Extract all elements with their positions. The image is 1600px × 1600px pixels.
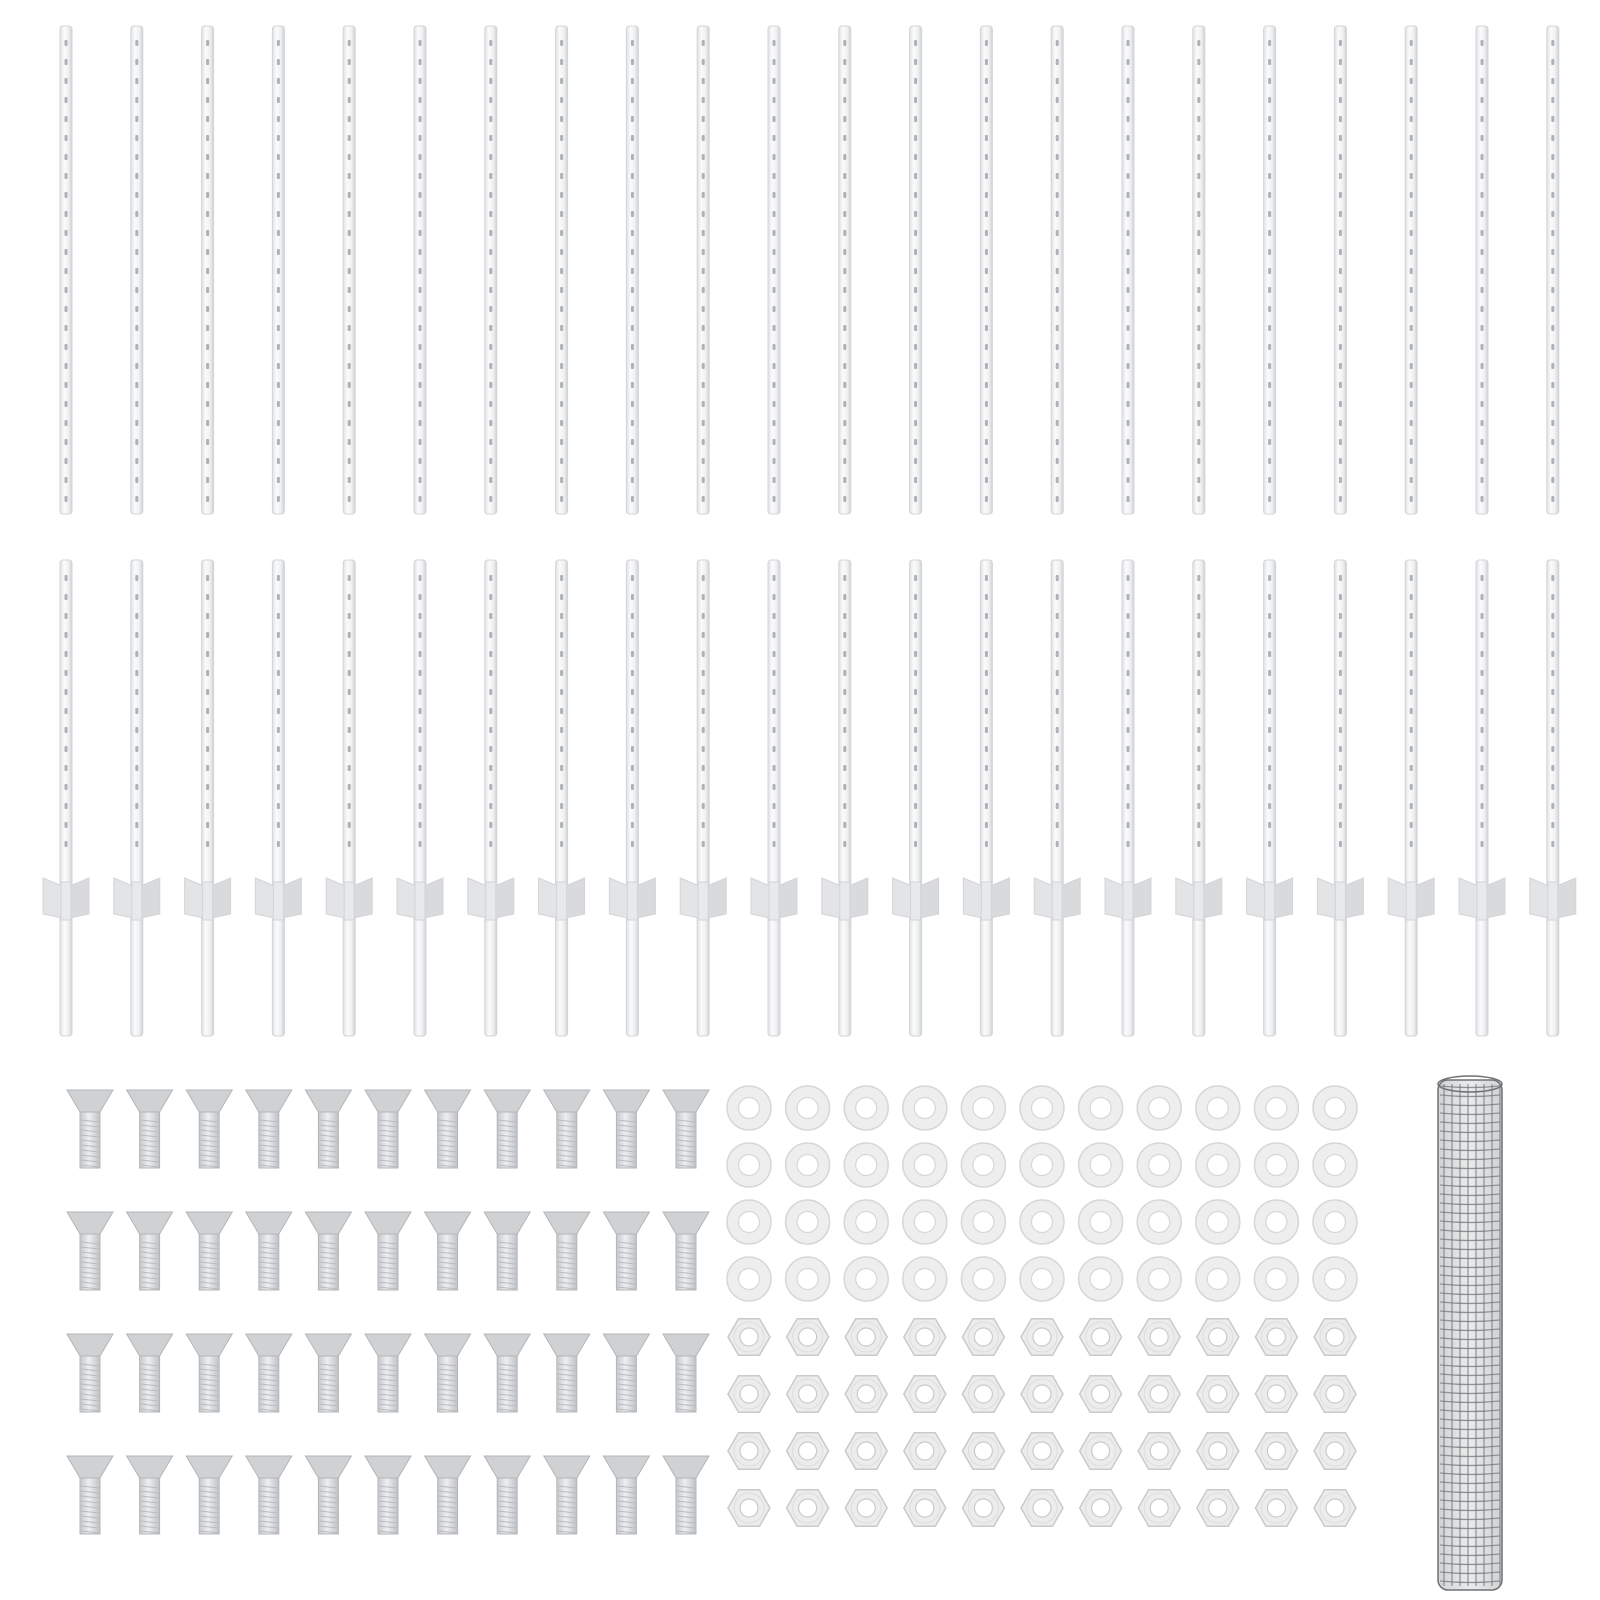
plain-post	[697, 26, 709, 514]
flat-washer	[903, 1200, 947, 1244]
plain-post	[60, 26, 72, 514]
plain-post	[910, 26, 922, 514]
plain-post	[626, 26, 638, 514]
plain-post	[202, 26, 214, 514]
flat-washer	[727, 1200, 771, 1244]
flat-washer	[844, 1200, 888, 1244]
flat-washer	[961, 1200, 1005, 1244]
plain-post	[1193, 26, 1205, 514]
plain-post	[1264, 26, 1276, 514]
flat-washer	[961, 1143, 1005, 1187]
plain-post	[768, 26, 780, 514]
flat-washer	[903, 1086, 947, 1130]
plain-post	[556, 26, 568, 514]
flat-washer	[786, 1200, 830, 1244]
plain-post	[1122, 26, 1134, 514]
flat-washer	[903, 1143, 947, 1187]
flat-washer	[1313, 1086, 1357, 1130]
flat-washer	[1020, 1086, 1064, 1130]
flat-washer	[786, 1086, 830, 1130]
flat-washer	[1313, 1257, 1357, 1301]
flat-washer	[1196, 1257, 1240, 1301]
plain-post	[1334, 26, 1346, 514]
plain-post	[1405, 26, 1417, 514]
plain-post	[485, 26, 497, 514]
plain-post	[343, 26, 355, 514]
plain-post	[980, 26, 992, 514]
flat-washer	[1020, 1143, 1064, 1187]
flat-washer	[1313, 1200, 1357, 1244]
flat-washer	[1079, 1257, 1123, 1301]
flat-washer	[1196, 1200, 1240, 1244]
flat-washer	[1079, 1200, 1123, 1244]
flat-washer	[1137, 1086, 1181, 1130]
flat-washer	[1254, 1143, 1298, 1187]
flat-washer	[1196, 1143, 1240, 1187]
flat-washer	[844, 1143, 888, 1187]
plain-post	[272, 26, 284, 514]
flat-washer	[1196, 1086, 1240, 1130]
flat-washer	[727, 1086, 771, 1130]
flat-washer	[1313, 1143, 1357, 1187]
plain-post	[1547, 26, 1559, 514]
flat-washer	[1254, 1086, 1298, 1130]
flat-washer	[786, 1257, 830, 1301]
plain-post	[839, 26, 851, 514]
flat-washer	[1079, 1086, 1123, 1130]
wire-mesh-roll	[1438, 1076, 1502, 1590]
flat-washer	[1254, 1200, 1298, 1244]
flat-washer	[727, 1257, 771, 1301]
plain-post	[1476, 26, 1488, 514]
flat-washer	[1137, 1143, 1181, 1187]
flat-washer	[1137, 1200, 1181, 1244]
flat-washer	[1020, 1257, 1064, 1301]
flat-washer	[844, 1257, 888, 1301]
flat-washer	[961, 1257, 1005, 1301]
flat-washer	[1254, 1257, 1298, 1301]
flat-washer	[1020, 1200, 1064, 1244]
plain-post	[1051, 26, 1063, 514]
flat-washer	[961, 1086, 1005, 1130]
plain-post	[414, 26, 426, 514]
plain-post	[131, 26, 143, 514]
flat-washer	[1079, 1143, 1123, 1187]
flat-washer	[903, 1257, 947, 1301]
flat-washer	[844, 1086, 888, 1130]
wire-mesh-roll-body	[1438, 1076, 1502, 1590]
flat-washer	[786, 1143, 830, 1187]
flat-washer	[1137, 1257, 1181, 1301]
flat-washer	[727, 1143, 771, 1187]
